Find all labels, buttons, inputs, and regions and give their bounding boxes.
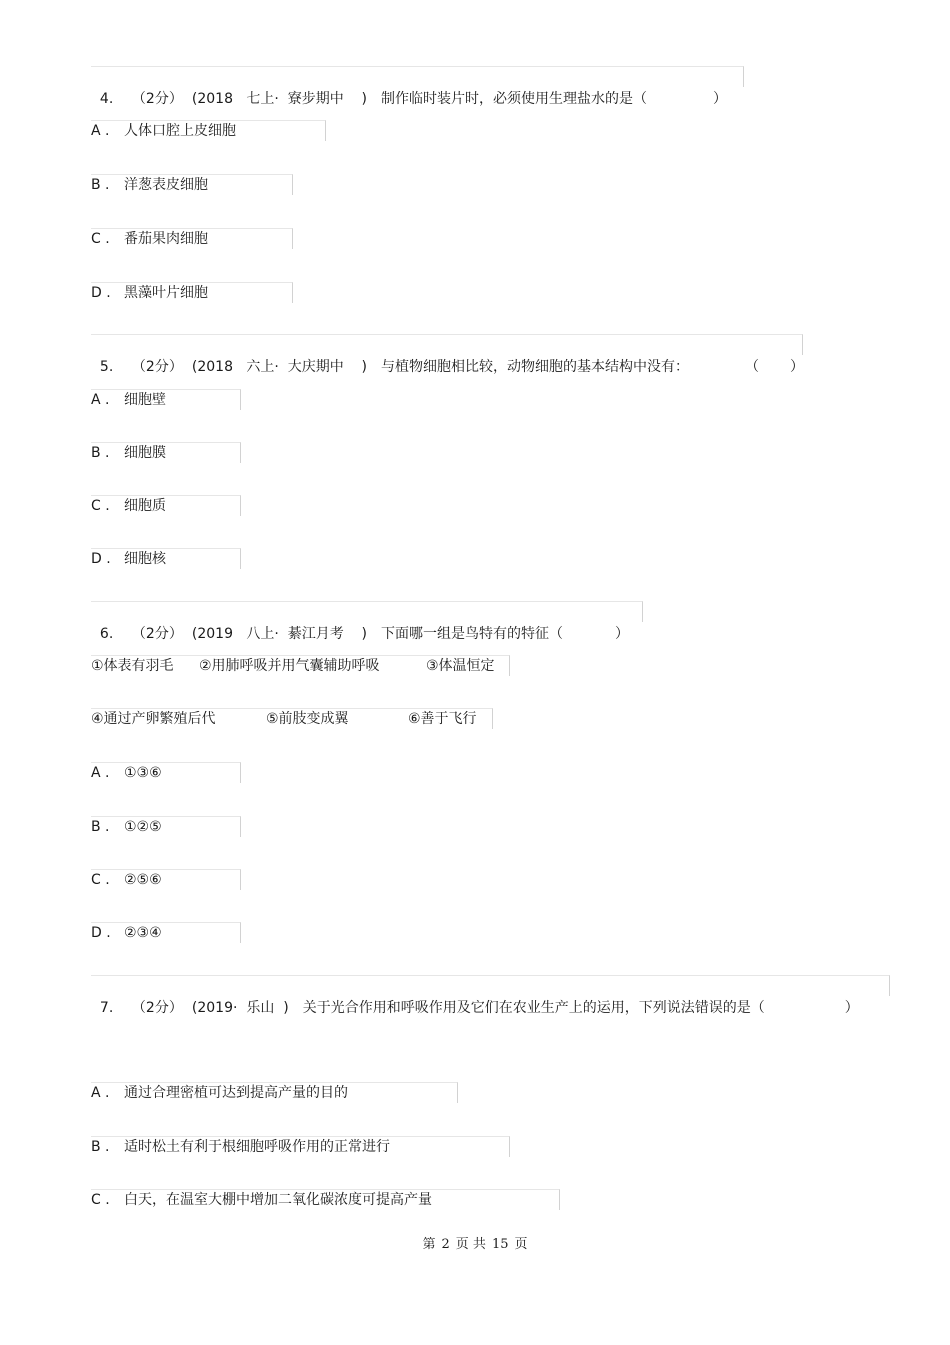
option-text: 番茄果肉细胞 [124,231,208,247]
option-text: 通过合理密植可达到提高产量的目的 [124,1085,348,1101]
question-7-stem [91,975,859,1016]
option-5c[interactable] [91,495,166,517]
question-source: (2018 六上· 大庆期中 ) [191,359,367,375]
option-text: 人体口腔上皮细胞 [124,123,236,139]
option-label: D . [91,551,111,567]
option-text: ②⑤⑥ [124,872,162,888]
question-text: 与植物细胞相比较，动物细胞的基本结构中没有： [380,359,689,375]
option-4c[interactable] [91,228,208,250]
question-score: （2分） [131,91,183,107]
question-text: 制作临时装片时，必须使用生理盐水的是（ [380,91,647,107]
option-text: 细胞膜 [124,445,166,461]
features-line-1 [91,655,495,677]
option-text: ①③⑥ [124,765,162,781]
feature-item: ⑥善于飞行 [408,711,477,727]
question-number: 5. [99,359,114,375]
answer-blank-close: ） [712,91,727,107]
question-number: 6. [99,626,114,642]
question-number: 4. [99,91,114,107]
option-label: C . [91,498,110,514]
option-label: B . [91,177,110,193]
answer-blank-close: ） [844,1000,859,1016]
option-text: 黑藻叶片细胞 [124,285,208,301]
option-6b[interactable] [91,816,162,838]
option-6c[interactable] [91,869,162,891]
question-text: 下面哪一组是鸟特有的特征（ [380,626,563,642]
question-5-stem [91,334,804,375]
question-4-stem [91,66,727,107]
option-4a[interactable] [91,120,236,142]
option-text: 细胞核 [124,551,166,567]
footer-total-pages: 15 [491,1237,509,1252]
option-label: B . [91,1139,110,1155]
page-footer [0,1233,950,1252]
option-text: 适时松土有利于根细胞呼吸作用的正常进行 [124,1139,390,1155]
option-text: 洋葱表皮细胞 [124,177,208,193]
question-6-stem [91,601,629,642]
answer-blank-open: （ [744,359,759,375]
question-source: (2018 七上· 寮步期中 ) [191,91,367,107]
option-7a[interactable] [91,1082,348,1104]
option-label: A . [91,392,110,408]
footer-page-number: 2 [441,1237,450,1252]
footer-prefix: 第 [422,1237,436,1252]
option-label: C . [91,231,110,247]
option-label: B . [91,819,110,835]
option-text: ①②⑤ [124,819,162,835]
feature-item: ①体表有羽毛 [91,658,174,674]
option-5d[interactable] [91,548,166,570]
option-7b[interactable] [91,1136,390,1158]
option-4b[interactable] [91,174,208,196]
option-label: A . [91,1085,110,1101]
option-5a[interactable] [91,389,166,411]
option-6a[interactable] [91,762,162,784]
option-6d[interactable] [91,922,162,944]
option-label: C . [91,1192,110,1208]
option-text: 细胞壁 [124,392,166,408]
answer-blank-close: ） [789,359,804,375]
question-score: （2分） [131,1000,183,1016]
option-text: 白天，在温室大棚中增加二氧化碳浓度可提高产量 [124,1192,432,1208]
option-label: C . [91,872,110,888]
option-label: D . [91,925,111,941]
question-source: (2019 八上· 綦江月考 ) [191,626,367,642]
features-line-2 [91,708,477,730]
option-label: B . [91,445,110,461]
option-7c[interactable] [91,1189,432,1211]
question-source: (2019· 乐山 ) [191,1000,289,1016]
footer-mid: 页 共 [455,1237,486,1252]
answer-blank-close: ） [614,626,629,642]
question-score: （2分） [131,626,183,642]
question-text: 关于光合作用和呼吸作用及它们在农业生产上的运用，下列说法错误的是（ [302,1000,765,1016]
footer-suffix: 页 [514,1237,528,1252]
question-number: 7. [99,1000,114,1016]
question-score: （2分） [131,359,183,375]
option-label: A . [91,765,110,781]
feature-item: ⑤前肢变成翼 [266,711,349,727]
option-text: 细胞质 [124,498,166,514]
option-text: ②③④ [124,925,162,941]
option-label: A . [91,123,110,139]
feature-item: ②用肺呼吸并用气囊辅助呼吸 [199,658,380,674]
feature-item: ④通过产卵繁殖后代 [91,711,216,727]
option-5b[interactable] [91,442,166,464]
option-4d[interactable] [91,282,208,304]
feature-item: ③体温恒定 [426,658,495,674]
option-label: D . [91,285,111,301]
